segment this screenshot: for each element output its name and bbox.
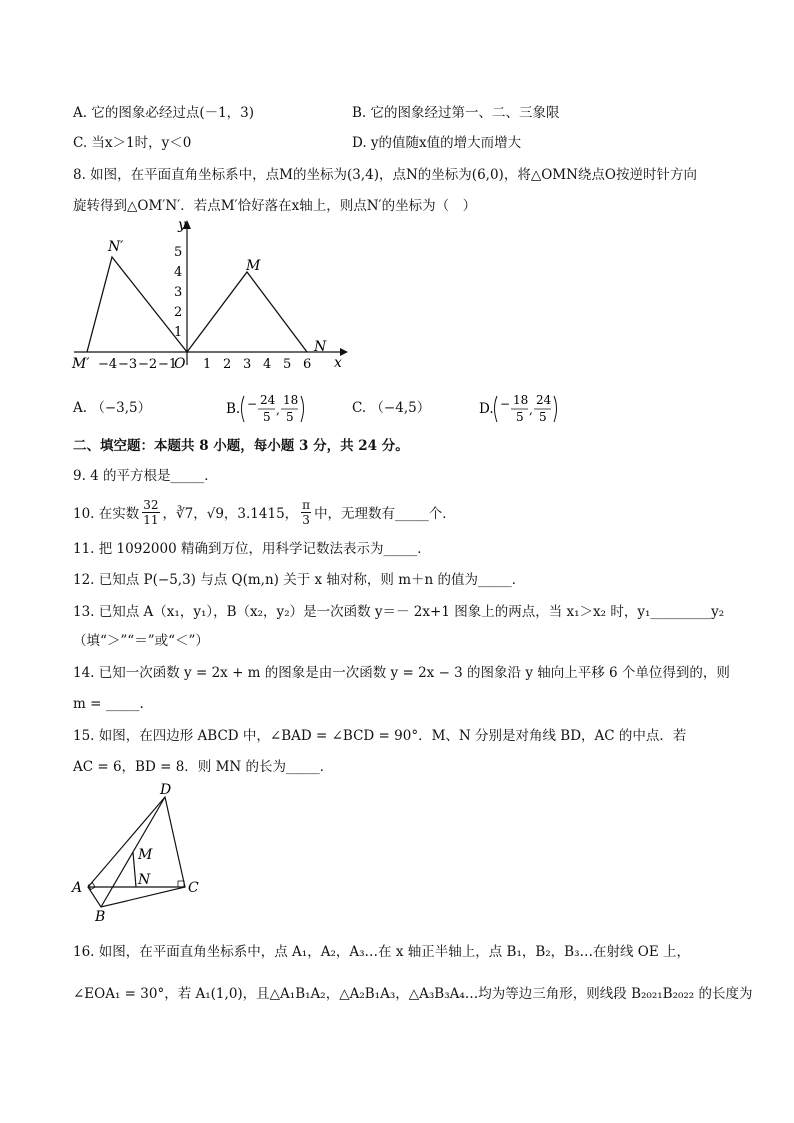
y-tick-1: 1 xyxy=(174,325,183,340)
q11-stem: 11. 把 1092000 精确到万位，用科学记数法表示为_____． xyxy=(73,541,431,557)
q8-stem-line1: 8. 如图，在平面直角坐标系中，点M的坐标为(3,4)，点N的坐标为(6,0)，将△OMN绕点O按逆时针方向 xyxy=(73,167,697,183)
option-d-prefix: D. xyxy=(479,401,494,417)
y-tick-2: 2 xyxy=(174,305,183,320)
q10-pi-den: 3 xyxy=(302,512,310,527)
option-b-num2: 18 xyxy=(283,393,299,407)
q10-middle: ，∛7，√9，3.1415， xyxy=(162,506,299,522)
option-b-num1: 24 xyxy=(260,393,276,407)
q12-stem: 12. 已知点 P(−5,3) 与点 Q(m,n) 关于 x 轴对称，则 m＋n 的值为_____． xyxy=(73,572,526,588)
q13-stem-line2: （填“＞”“＝”或“＜”） xyxy=(73,633,209,649)
point-n-prime-label: N′ xyxy=(108,239,124,255)
x-axis-label: x xyxy=(334,355,342,371)
q14-stem-line2: m = _____. xyxy=(73,696,144,712)
right-paren-icon xyxy=(554,396,557,422)
q8-option-a: A. （−3,5） xyxy=(73,400,152,416)
q13-stem-line1: 13. 已知点 A（x₁，y₁），B（x₂，y₂）是一次函数 y＝－ 2x+1 图象上的两点，当 x₁＞x₂ 时，y₁_________y₂ xyxy=(73,604,725,620)
q8-coordinate-figure xyxy=(68,215,358,375)
q7-option-c: C. 当x＞1时，y＜0 xyxy=(73,135,192,151)
triangle-om-prime-n-prime xyxy=(87,257,187,352)
q15-quadrilateral-figure xyxy=(68,780,218,925)
point-m-label: M xyxy=(246,258,261,274)
q10-pi-num: π xyxy=(302,497,311,512)
label-n: N xyxy=(138,872,151,888)
y-axis-label: y xyxy=(178,217,186,233)
x-tick-neg3: −3 xyxy=(118,357,138,372)
label-a: A xyxy=(72,880,83,896)
x-tick-2: 2 xyxy=(223,357,232,372)
left-paren-icon xyxy=(495,396,498,422)
point-n-label: N xyxy=(314,339,327,355)
label-b: B xyxy=(95,909,106,925)
q10-frac-den: 11 xyxy=(143,512,159,527)
label-m: M xyxy=(138,847,153,863)
q8-option-d xyxy=(475,388,575,428)
q9-stem: 9. 4 的平方根是_____． xyxy=(73,468,218,484)
q10-prefix: 10. 在实数 xyxy=(73,506,140,522)
option-b-comma: , xyxy=(276,403,280,417)
option-d-den2: 5 xyxy=(539,410,547,424)
option-d-num1: 18 xyxy=(513,393,529,407)
point-m-prime-label: M′ xyxy=(72,356,90,372)
option-d-den1: 5 xyxy=(516,410,524,424)
y-tick-5: 5 xyxy=(174,245,183,260)
q8-stem-line2: 旋转得到△OM′N′．若点M′恰好落在x轴上，则点N′的坐标为（ ） xyxy=(73,198,477,214)
origin-label: O xyxy=(174,356,186,372)
q8-option-b xyxy=(222,388,322,428)
option-b-den2: 5 xyxy=(286,410,294,424)
option-b-den1: 5 xyxy=(263,410,271,424)
q10-stem xyxy=(73,494,456,530)
right-angle-c-icon xyxy=(178,881,184,887)
option-d-comma: , xyxy=(529,403,533,417)
option-d-num2: 24 xyxy=(536,393,552,407)
left-paren-icon xyxy=(242,396,245,422)
label-d: D xyxy=(160,782,172,798)
x-tick-6: 6 xyxy=(303,357,312,372)
x-tick-3: 3 xyxy=(243,357,252,372)
q10-fraction xyxy=(142,498,159,527)
q10-frac-num: 32 xyxy=(143,497,159,512)
x-tick-neg1: −1 xyxy=(158,357,178,372)
label-c: C xyxy=(188,880,199,896)
q7-option-b: B. 它的图象经过第一、二、三象限 xyxy=(352,105,560,121)
option-b-minus: − xyxy=(247,397,258,411)
q8-option-c: C. （−4,5） xyxy=(352,400,431,416)
q16-stem-line2: ∠EOA₁ = 30°，若 A₁(1,0)，且△A₁B₁A₂，△A₂B₁A₃，△A₃B₃A₄…均为等边三角形，则线段 B₂₀₂₁B₂₀₂₂ 的长度为 xyxy=(73,986,753,1002)
q15-stem-line2: AC = 6，BD = 8．则 MN 的长为_____． xyxy=(73,759,334,775)
q10-suffix: 中，无理数有_____个． xyxy=(314,506,456,522)
section-heading-fill-blank: 二、填空题：本题共 8 小题，每小题 3 分，共 24 分。 xyxy=(73,438,409,454)
option-d-minus: − xyxy=(500,397,511,411)
segment-mn xyxy=(133,852,136,887)
quadrilateral-abcd xyxy=(88,797,185,907)
y-tick-3: 3 xyxy=(174,285,183,300)
y-tick-4: 4 xyxy=(174,265,183,280)
q15-stem-line1: 15. 如图，在四边形 ABCD 中，∠BAD = ∠BCD = 90°．M、N 分别是对角线 BD，AC 的中点．若 xyxy=(73,728,687,744)
q7-option-d: D. y的值随x值的增大而增大 xyxy=(352,135,522,151)
q7-option-a: A. 它的图象必经过点(－1，3) xyxy=(73,105,255,121)
x-tick-1: 1 xyxy=(203,357,212,372)
triangle-omn xyxy=(187,272,307,352)
q14-stem-line1: 14. 已知一次函数 y = 2x + m 的图象是由一次函数 y = 2x − 3 的图象沿 y 轴向上平移 6 个单位得到的，则 xyxy=(73,665,730,681)
x-tick-5: 5 xyxy=(283,357,292,372)
x-tick-4: 4 xyxy=(263,357,272,372)
x-tick-neg4: −4 xyxy=(98,357,118,372)
q10-pi-fraction xyxy=(301,498,311,527)
q16-stem-line1: 16. 如图，在平面直角坐标系中，点 A₁，A₂，A₃…在 x 轴正半轴上，点 B₁，B₂，B₃…在射线 OE 上， xyxy=(73,944,691,960)
option-b-prefix: B. xyxy=(226,401,241,417)
x-tick-neg2: −2 xyxy=(138,357,158,372)
right-paren-icon xyxy=(301,396,304,422)
